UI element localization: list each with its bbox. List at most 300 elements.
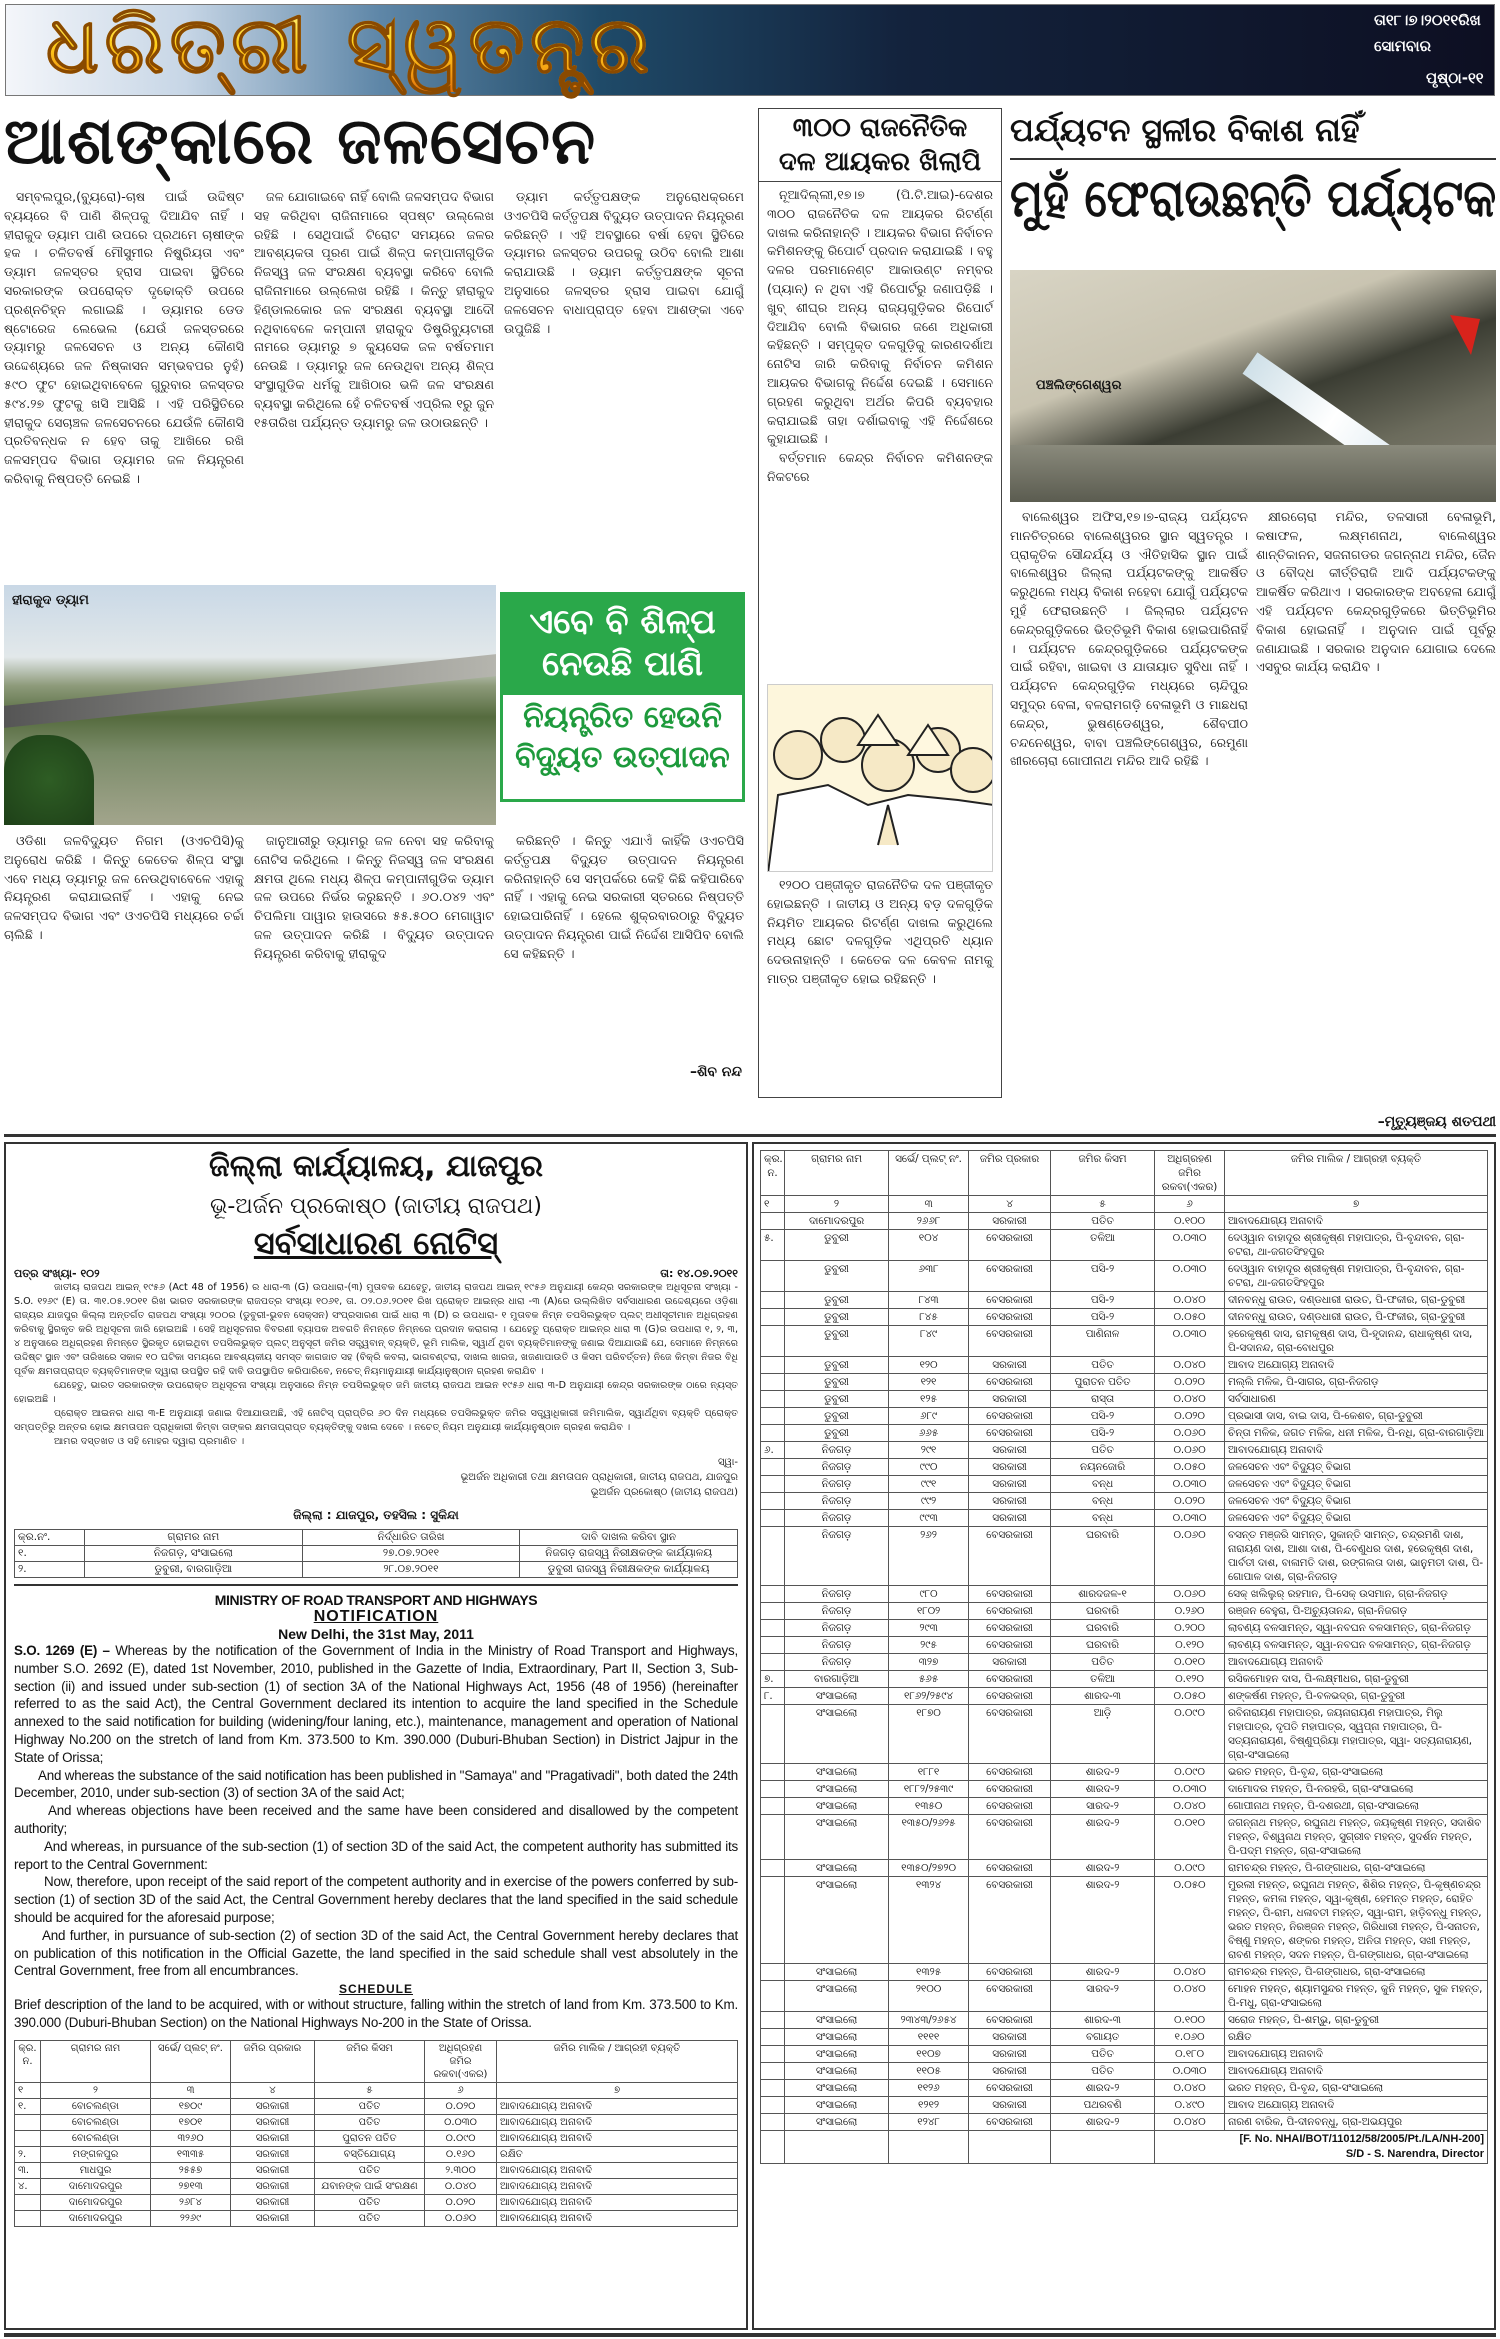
table-cell: ୭. (761, 1671, 785, 1688)
table-cell: ଦାମୋଦରପୁର (41, 2178, 151, 2194)
table-cell: ଜଳସେଚନ ଏବଂ ବିଦ୍ୟୁତ୍ ବିଭାଗ (1225, 1476, 1488, 1493)
table-row (761, 1391, 1488, 1408)
column-number: ୧ (761, 1196, 785, 1213)
table-row (761, 1877, 1488, 1964)
land-schedule-box (752, 1142, 1496, 2330)
table-cell: ୧୮୦୨ (889, 1603, 969, 1620)
table-cell: ୨୩୪୩/୨୬୫୪ (889, 2012, 969, 2029)
table-cell: ରସିକମୋହନ ଦାସ, ପି-ଲକ୍ଷ୍ମୀଧର, ଗ୍ରା-ଡୁବୁରୀ (1225, 1671, 1488, 1688)
table-cell: ପସି-୨ (1051, 1261, 1155, 1292)
table-cell: ଡୁବୁରୀ (785, 1425, 889, 1442)
table-cell: ସରକାରୀ (969, 1213, 1051, 1230)
table-cell: ବନ୍ଧ (1051, 1510, 1155, 1527)
table-cell: ନିଜଗଡ଼ (785, 1527, 889, 1586)
table-cell: ବନ୍ଧ (1051, 1476, 1155, 1493)
table-cell: ସଂସାଇଲୋ (785, 1764, 889, 1781)
table-cell: ଶାରଦ-୨ (1051, 1781, 1155, 1798)
table-row (761, 1815, 1488, 1860)
table-cell: ଶାରଦ-୩ (1051, 1688, 1155, 1705)
table-cell (761, 2046, 785, 2063)
bottom-rule (4, 2333, 1496, 2337)
table-cell (761, 1877, 785, 1964)
table-row (761, 1527, 1488, 1586)
table-row (761, 1213, 1488, 1230)
table-cell (761, 1815, 785, 1860)
table-cell: ବେସରକାରୀ (969, 1620, 1051, 1637)
table-cell: ୦.୦୩୦ (1155, 1261, 1225, 1292)
table-cell: ୦.୦୩୦ (1155, 1230, 1225, 1261)
column-number: ୬ (1155, 1196, 1225, 1213)
table-cell: ୦.୦୪୦ (1155, 1798, 1225, 1815)
table-cell: ମୁରଲୀ ମହନ୍ତ, ରଘୁନାଥ ମହନ୍ତ, ଶିଶିର ମହନ୍ତ, ପି-କୃଷ୍ଣଚନ୍ଦ୍ର ମହନ୍ତ, କମଳା ମହନ୍ତ, ସ୍ୱା-କୃଷ୍ଣ, ହେମନ୍ତ ମହନ୍ତ, ରୋହିତ ମହନ୍ତ, ପି-ରାମ, ଧଳାବତୀ ମହନ୍ତ, ସ୍ୱା-ରାମ, ହାଡ଼ିବନ୍ଧୁ ମହନ୍ତ, ଭରତ ମହନ୍ତ, ନିରଞ୍ଜନ ମହନ୍ତ, ଗିରିଧାରୀ ମହନ୍ତ, ପି-ସନାତନ, ବିଷ୍ଣୁ ମହନ୍ତ, ଶଙ୍କର ମହନ୍ତ, ଅନିତା ମହନ୍ତ, ସଖୀ ମହନ୍ତ, ରାବଣ ମହନ୍ତ, ସଦନ ମହନ୍ତ, ପି-ଗଙ୍ଗାଧର, ଗ୍ରା-ସଂସାଇଲୋ (1225, 1877, 1488, 1964)
table-cell: ପତିତ (315, 2098, 425, 2114)
table-cell: ବସ୍ତିଯୋଗ୍ୟ (315, 2146, 425, 2162)
th: କ୍ର.ନଂ. (15, 1530, 85, 1546)
public-notice-box (4, 1142, 748, 2330)
table-cell: ବେସରକାରୀ (969, 1586, 1051, 1603)
table-cell: ଆବାଦଯୋଗ୍ୟ ଅନାବାଦି (497, 2178, 738, 2194)
table-cell (761, 1705, 785, 1764)
table-cell: ୦.୧୮୦ (1155, 2046, 1225, 2063)
table-cell: ବେସରକାରୀ (969, 2114, 1051, 2131)
table-cell: ଆବାଦଯୋଗ୍ୟ ଅନାବାଦି (497, 2210, 738, 2226)
table-cell: ମୋହନ ମହନ୍ତ, ଶ୍ୟାମସୁନ୍ଦର ମହନ୍ତ, କୁନି ମହନ୍ତ, ସୁକ ମହନ୍ତ, ପି-ମଧୁ, ଗ୍ରା-ସଂସାଇଲୋ (1225, 1981, 1488, 2012)
table-row (761, 1637, 1488, 1654)
table-cell: ସରକାରୀ (969, 2097, 1051, 2114)
table-cell: ୧୮୮୨/୨୫୩୯ (889, 1781, 969, 1798)
column-number: ୩ (151, 2082, 231, 2098)
column-number: ୪ (231, 2082, 315, 2098)
table-cell: ୩୨୬୦ (151, 2130, 231, 2146)
column-number: ୭ (497, 2082, 738, 2098)
table-cell: ହରେକୃଷ୍ଣ ଦାସ, ରାମକୃଷ୍ଣ ଦାସ, ପି-ହୃଦାନନ୍ଦ, ରାଧାକୃଷ୍ଣ ଦାସ, ପି-ସଦାନନ୍ଦ, ଗ୍ରା-ବୋଧପୁର (1225, 1326, 1488, 1357)
story1-lower-col2: ଜାନୁଆରୀରୁ ଡ୍ୟାମରୁ ଜଳ ନେବା ସହ କରିବାକୁ ନୋଟିସ କରିଥିଲେ । କିନ୍ତୁ ନିଜସ୍ୱ ଜଳ ସଂରକ୍ଷଣ କ୍ଷମତା ଥିଲେ ମଧ୍ୟ ଶିଳ୍ପ କମ୍ପାନୀଗୁଡିକ ଡ୍ୟାମ ଜଳ ଉପରେ ନିର୍ଭର କରୁଛନ୍ତି । ୬୦.୦୪୨ ଏବଂ ଚିପଲିମା ପାୱାର ହାଉସରେ ୫୫.୫୦୦ ମେଗାୱାଟ ଜଳ ଉତ୍ପାଦନ କରିଛି । ବିଦ୍ୟୁତ ଉତ୍ପାଦନ ନିୟନ୍ତ୍ରଣ କରିବାକୁ ହୀରାକୁଦ (254, 833, 494, 961)
table-cell: ଶଙ୍କର୍ଷଣ ମହନ୍ତ, ପି-ବଳଭଦ୍ର, ଗ୍ରା-ଡୁବୁରୀ (1225, 1688, 1488, 1705)
newspaper-logo: ଧରିତ୍ରୀ ସ୍ୱତନ୍ତ୍ର (46, 1, 656, 91)
table-cell (15, 2194, 41, 2210)
table-cell: ୦.୦୨୦ (1155, 1408, 1225, 1425)
table-cell: ବନ୍ଧ (1051, 1493, 1155, 1510)
table-cell: ଆବାଦଯୋଗ୍ୟ ଅନାବାଦି (1225, 1442, 1488, 1459)
table-cell: ୩୨୭ (889, 1654, 969, 1671)
director-signature: S/D - S. Narendra, Director (1345, 2148, 1484, 2160)
table-cell (761, 1781, 785, 1798)
table-cell: ୩. (15, 2162, 41, 2178)
table-cell (761, 1292, 785, 1309)
column-header: ସର୍ଭେ/ ପ୍ଲଟ୍ ନଂ. (151, 2040, 231, 2082)
table-cell (761, 2029, 785, 2046)
table-cell: ବେସରକାରୀ (969, 1764, 1051, 1781)
story1-byline: –ଶିବ ନନ୍ଦ (689, 1064, 742, 1080)
table-row (761, 1374, 1488, 1391)
photo-caption: ପଞ୍ଚଲିଙ୍ଗେଶ୍ୱର (1036, 378, 1122, 393)
table-cell: ୧୧୨୬ (889, 2080, 969, 2097)
table-cell: ୨୭୧୩ (151, 2178, 231, 2194)
table-cell: ବେସରକାରୀ (969, 1637, 1051, 1654)
table-cell: ୧୧୧୧ (889, 2029, 969, 2046)
table-cell: ଦୀନବନ୍ଧୁ ରାଉତ, ଦଣ୍ଡଧାରୀ ରାଉତ, ପି-ଫକୀର, ଗ୍ରା-ଡୁବୁରୀ (1225, 1309, 1488, 1326)
table-cell: ନିଜଗଡ଼ (785, 1493, 889, 1510)
table-cell: ଘରବାରି (1051, 1637, 1155, 1654)
table-cell: ବେସରକାରୀ (969, 1705, 1051, 1764)
table-cell: ବେସରକାରୀ (969, 1798, 1051, 1815)
table-cell: ବେସରକାରୀ (969, 2012, 1051, 2029)
table-cell: ସଂସାଇଲୋ (785, 2080, 889, 2097)
table-cell: ୧୨୧୨ (889, 2097, 969, 2114)
table-cell: ରକ୍ଷିତ (497, 2146, 738, 2162)
table-cell: ନିଜଗଡ଼ (785, 1603, 889, 1620)
table-cell: ପୁରାତନ ପତିତ (1051, 1374, 1155, 1391)
table-row: ୧. ନିଜଗଡ଼, ସଂସାଇଲୋ ୨୭.୦୭.୨୦୧୧ ନିଜଗଡ଼ ରାଜସ୍ୱ ନିରୀକ୍ଷକଙ୍କ କାର୍ଯ୍ୟାଳୟ (15, 1546, 738, 1562)
table-cell: ତଳିଆ (1051, 1671, 1155, 1688)
table-cell: ବେସରକାରୀ (969, 1603, 1051, 1620)
table-cell: ଶାରଦ-୨ (1051, 1815, 1155, 1860)
table-cell: ଯବାନଙ୍କ ପାଇଁ ସଂରକ୍ଷଣ (315, 2178, 425, 2194)
table-cell: ୧୨୫ (889, 1391, 969, 1408)
table-cell: ପତିତ (315, 2210, 425, 2226)
table-row (761, 2063, 1488, 2080)
th: ନିର୍ଦ୍ଧାରିତ ତାରିଖ (302, 1530, 520, 1546)
table-cell: ୦.୧୨୦ (1155, 1637, 1225, 1654)
story1-headline: ଆଶଙ୍କାରେ ଜଳସେଚନ (4, 105, 597, 179)
story1-col2: ଜଳ ଯୋଗାଇବେ ନାହିଁ ବୋଲି ଜଳସମ୍ପଦ ବିଭାଗ ସହ କରିଥିବା ରାଜିନାମାରେ ସ୍ପଷ୍ଟ ଉଲ୍ଲେଖ ରହିଛି । ସେଥିପାଇଁ ଟିରୋଟ ସମୟରେ ଜଳର ଆବଶ୍ୟକତା ପୂରଣ ପାଇଁ ଶିଳ୍ପ କମ୍ପାନୀଗୁଡିକ ନିଜସ୍ୱ ଜଳ ସଂରକ୍ଷଣ ବ୍ୟବସ୍ଥା କରିବେ ବୋଲି ରାଜିନାମାରେ ଉଲ୍ଲେଖ ରହିଛି । କିନ୍ତୁ ହୀରାକୁଦ ହିଣ୍ଡାଲକୋର ଜଳ ସଂରକ୍ଷଣ ବ୍ୟବସ୍ଥା ଆଦୌ ନଥିବାବେଳେ କମ୍ପାନୀ ହୀରାକୁଦ ଡିଷ୍ଟ୍ରିବ୍ୟୁଟାରୀ ନାମରେ ଡ୍ୟାମରୁ ୭ କ୍ୟୁସେକ ଜଳ ବର୍ଷତମାମ ନେଉଛି । ଡ୍ୟାମରୁ ଜଳ ନେଉଥିବା ଅନ୍ୟ ଶିଳ୍ପ ସଂସ୍ଥାଗୁଡିକ ଧର୍ମକୁ ଆଖିଠାର ଭଳି ଜଳ ସଂରକ୍ଷଣ ବ୍ୟବସ୍ଥା କରିଥିଲେ ହେଁ ଚଳିତବର୍ଷ ଏପ୍ରିଲ ୧ରୁ ଜୁନ ୧୫ତାରିଖ ପର୍ଯ୍ୟନ୍ତ ଡ୍ୟାମରୁ ଜଳ ଉଠାଉଛନ୍ତି । (254, 189, 494, 430)
table-cell (761, 1620, 785, 1637)
story2-box (758, 108, 1002, 1098)
table-cell: ୦.୦୪୦ (1155, 1357, 1225, 1374)
table-cell: ୧୧୦୫ (889, 2063, 969, 2080)
table-cell: ୨୬୨ (889, 1527, 969, 1586)
table-cell (761, 1860, 785, 1877)
green-highlight-box (500, 592, 745, 802)
table-cell: ୦.୦୬୦ (1155, 1586, 1225, 1603)
table-cell: ଆଡ଼ି (1051, 1705, 1155, 1764)
table-cell: ୦.୦୪୦ (1155, 2114, 1225, 2131)
table-cell: ସାରଦ-୨ (1051, 1981, 1155, 2012)
column-header: ଜମିର ପ୍ରକାର (969, 1151, 1051, 1196)
table-row (761, 1326, 1488, 1357)
table-row (761, 2080, 1488, 2097)
table-cell: ଭରତ ମହନ୍ତ, ପି-ବୃନ୍ଦ, ଗ୍ରା-ସଂସାଇଲୋ (1225, 1764, 1488, 1781)
table-cell: ୯୯୩ (889, 1510, 969, 1527)
table-cell (761, 1213, 785, 1230)
table-cell: ସରକାରୀ (969, 2029, 1051, 2046)
table-cell: ସଂସାଇଲୋ (785, 1798, 889, 1815)
table-cell: ୧୩୫୦/୨୬୨୫ (889, 1815, 969, 1860)
photo-caption: ହୀରାକୁଦ ଡ୍ୟାମ (12, 593, 89, 608)
table-cell: ୧୩୩୫ (151, 2146, 231, 2162)
table-cell (761, 2063, 785, 2080)
table-cell: ଲାବଣ୍ୟ ବଳସାମନ୍ତ, ସ୍ୱା-ନବଘନ ବଳସାମନ୍ତ, ଗ୍ରା-ନିଜଗଡ଼ (1225, 1637, 1488, 1654)
table-cell (761, 2012, 785, 2029)
table-cell: ୦.୦୪୦ (1155, 1391, 1225, 1408)
table-cell: ଆବାଦଯୋଗ୍ୟ ଅନାବାଦି (1225, 2046, 1488, 2063)
table-row (761, 1603, 1488, 1620)
issue-date: ତା୧୮।୭।୨୦୧୧ରିଖ (1374, 11, 1481, 29)
table-cell: ସର୍ବସାଧାରଣ (1225, 1391, 1488, 1408)
table-cell: ବେସରକାରୀ (969, 1877, 1051, 1964)
column-number: ୪ (969, 1196, 1051, 1213)
table-cell (761, 1527, 785, 1586)
column-header: ଗ୍ରାମର ନାମ (41, 2040, 151, 2082)
table-cell: ସରକାରୀ (969, 2046, 1051, 2063)
table-cell: ସରକାରୀ (231, 2178, 315, 2194)
table-row (761, 2046, 1488, 2063)
table-cell: ୧. (15, 2098, 41, 2114)
table-cell: ବେସରକାରୀ (969, 1688, 1051, 1705)
table-cell: ବେସରକାରୀ (969, 1815, 1051, 1860)
notice-office: ଜିଲ୍ଲା କାର୍ଯ୍ୟାଳୟ, ଯାଜପୁର (209, 1149, 543, 1184)
story1-col3: ଡ୍ୟାମ କର୍ତ୍ତୃପକ୍ଷଙ୍କ ଅନୁରୋଧକ୍ରମେ ଓଏଚପିସି କର୍ତ୍ତୃପକ୍ଷ ବିଦ୍ୟୁତ ଉତ୍ପାଦନ ନିୟନ୍ତ୍ରଣ କରିଛନ୍ତି । ଏହି ଅବସ୍ଥାରେ ବର୍ଷା ହେବା ସ୍ଥିତିରେ ଡ୍ୟାମର ଜଳସ୍ତର ଉପରକୁ ଉଠିବ ବୋଲି ଆଶା କରାଯାଉଛି । ଡ୍ୟାମ କର୍ତ୍ତୃପକ୍ଷଙ୍କ ସୂଚନା ଅନୁସାରେ ଜଳସ୍ତର ହ୍ରାସ ପାଇବା ଯୋଗୁଁ ଜଳସେଚନ ବାଧାପ୍ରାପ୍ତ ହେବା ଆଶଙ୍କା ଏବେ ଉପୁଜିଛି । (504, 189, 744, 336)
table-row (761, 1781, 1488, 1798)
table-cell: ଘରବାରି (1051, 1620, 1155, 1637)
table-cell: ୦.୦୧୦ (1155, 1815, 1225, 1860)
table-cell: ସରକାରୀ (969, 1391, 1051, 1408)
table-row (761, 1586, 1488, 1603)
table-cell: ପୁରାତନ ପତିତ (315, 2130, 425, 2146)
table-row (761, 1493, 1488, 1510)
table-cell (761, 1798, 785, 1815)
table-cell: ୦.୦୪୦ (1155, 2080, 1225, 2097)
table-cell: ବେସରକାରୀ (969, 1860, 1051, 1877)
column-header: ଅଧିଗ୍ରହଣ ଜମିର ରକବା(ଏକର) (425, 2040, 497, 2082)
table-cell: ବୋଚଲଣ୍ଡା (41, 2098, 151, 2114)
table-cell: ବେସରକାରୀ (969, 1781, 1051, 1798)
table-cell: ଆବାଦଯୋଗ୍ୟ ଅନାବାଦି (497, 2114, 738, 2130)
letter-number: ପତ୍ର ସଂଖ୍ୟା- ୧୦୨ (14, 1267, 100, 1280)
table-cell: ୫. (761, 1230, 785, 1261)
story2-headline-2: ଦଳ ଆୟକର ଖିଲାପି (778, 147, 982, 177)
column-header: ଜମିର କିସମ (315, 2040, 425, 2082)
box-line-4: ବିଦ୍ୟୁତ ଉତ୍ପାଦନ (515, 740, 730, 775)
table-cell: ୦.୦୨୦ (425, 2098, 497, 2114)
table-cell: ସରକାରୀ (231, 2210, 315, 2226)
story3-headline: ମୁହଁ ଫେରାଉଛନ୍ତି ପର୍ଯ୍ୟଟକ (1010, 169, 1497, 229)
table-cell: ଡୁବୁରୀ (785, 1408, 889, 1425)
column-number: ୭ (1225, 1196, 1488, 1213)
table-cell: ପତିତ (315, 2162, 425, 2178)
table-cell: ସାରଦ-୨ (1051, 1798, 1155, 1815)
table-cell: ସରକାରୀ (969, 2063, 1051, 2080)
table-cell: ଡୁବୁରୀ (785, 1357, 889, 1374)
hearing-schedule-table (14, 1529, 738, 1578)
table-cell: ୮୪୫ (889, 1309, 969, 1326)
table-row (15, 2162, 738, 2178)
table-cell: ଡୁବୁରୀ (785, 1391, 889, 1408)
table-cell: ୧୨୧ (889, 1374, 969, 1391)
column-header: କ୍ର. ନ. (15, 2040, 41, 2082)
table-cell: ଚିନ୍ତା ମଳିକ, ଜଗତ ମଳିକ, ଧନୀ ମଳିକ, ପି-ନଧି, ଗ୍ରା-ବାରଗାଡ଼ିଆ (1225, 1425, 1488, 1442)
table-cell (761, 1654, 785, 1671)
table-cell (15, 2114, 41, 2130)
table-cell: ବୋଚଲଣ୍ଡା (41, 2130, 151, 2146)
table-cell: ୦.୧୦୦ (1155, 1213, 1225, 1230)
table-cell: ଦାମୋଦରପୁର (41, 2210, 151, 2226)
table-cell: ଡୁବୁରୀ (785, 1261, 889, 1292)
table-cell: ଡୁବୁରୀ (785, 1374, 889, 1391)
table-cell (761, 2080, 785, 2097)
table-cell: ୨୯୩ (889, 1620, 969, 1637)
table-cell: ଶାରଦ-୩ (1051, 2012, 1155, 2029)
table-cell: ମାଧପୁର (41, 2162, 151, 2178)
column-header: ଜମିର ମାଲିକ / ଆଗ୍ରହୀ ବ୍ୟକ୍ତି (1225, 1151, 1488, 1196)
table-row (761, 1459, 1488, 1476)
table-cell (761, 1586, 785, 1603)
table-cell (761, 1981, 785, 2012)
table-cell: ସରକାରୀ (231, 2162, 315, 2178)
table-row (761, 1476, 1488, 1493)
table-cell: ୮୪୯ (889, 1326, 969, 1357)
th: ଦାବି ଦାଖଲ କରିବା ସ୍ଥାନ (520, 1530, 738, 1546)
table-cell: ୧୩୫୦/୨୭୨୦ (889, 1860, 969, 1877)
table-cell (15, 2210, 41, 2226)
table-cell: ସରକାରୀ (231, 2194, 315, 2210)
table-cell: ୪. (15, 2178, 41, 2194)
table-cell: ରାସ୍ତା (1051, 1391, 1155, 1408)
table-row (15, 2098, 738, 2114)
table-cell: ସଂସାଇଲୋ (785, 1860, 889, 1877)
table-cell: ଆବାଦ ଅଯୋଗ୍ୟ ଅନାବାଦି (1225, 2097, 1488, 2114)
table-cell: ଆବାଦଯୋଗ୍ୟ ଅନାବାଦି (497, 2130, 738, 2146)
table-cell: ଶାରଦ-୨ (1051, 1964, 1155, 1981)
notice-body: ଜାତୀୟ ରାଜପଥ ଆଇନ୍ ୧୯୫୬ (Act 48 of 1956) ର ଧାରା-୩ (G) ଉପଧାରା-(୩) ମୁତାବକ ଯେହେତୁ, ଜାତୀୟ ରାଜପଥ ଆଇନ୍ ୧୯୫୬ ଅନୁଯାୟୀ କେନ୍ଦ୍ର ସରକାରଙ୍କ ଅଧିସୂଚନା ସଂଖ୍ୟା - S.O. ୧୨୬୯ (E) ତା. ୩୧.୦୫.୨୦୧୧ ରିଖ ଭାରତ ସରକାରଙ୍କ ରାଜପତ୍ର ସଂଖ୍ୟା ୧୦୬୧, ତା. ୦୨.୦୬.୨୦୧୧ ରିଖ ପ୍ରୋକ୍ତ ଆଇନ୍‌ର ଧାରା -୩ (A)ରେ ଉଲ୍ଲିଖିତ ସର୍ବସାଧାରଣ ଉଦ୍ଦେଶ୍ୟରେ ଓଡ଼ିଶା ରାଜ୍ୟର ଯାଜପୁର କିଲ୍ଲା ଅନ୍ତର୍ଗତ ରାଜପଥ ସଂଖ୍ୟା ୨୦୦ର (ଡୁବୁରୀ-ଭୁବନ ସେକ୍‌ସନ) ସଂପ୍ରସାରଣ ପାଇଁ ଧାରା ୩ (D) ର ଉପଧାରା- ୧ ମୁତାବକ ନିମ୍ନ ତପସିଲଭୁକ୍ତ ପ୍ଲଟ୍ ଅଧୀସୂଚୀମାନ ଅଧିଗ୍ରହଣ କରିବାକୁ ସ୍ଥିରକୃତ କରି ଅଧିସୂଚନା ଜାରି ହୋଇଅଛି । ସେହି ଅଧିସୂଚନାର ବିବରଣୀ ବ୍ୟାପକ ଅବଗତି ନିମନ୍ତେ ନିମ୍ନରେ ପ୍ରଦାନ କରାଗଲା । ଯେହେତୁ ପ୍ରୋକ୍ତ ଆଇନ୍‌ର ଧାରା ୩ (G)ର ଉପଧାରା ୧, ୨, ୩, ୪ ଅନୁସାରେ ଅଧିଗ୍ରହଣ ନିମନ୍ତେ ସ୍ଥିରକୃତ ହୋଇଥିବା ତପସିଲଭୁକ୍ତ ପ୍ଲଟ୍ ଅନୁସୂଚୀ ଜମିର ସତ୍ତ୍ୱବାନ୍ ବ୍ୟକ୍ତି, ଭୂମି ମାଲିକ, ସ୍ୱାର୍ଥ ଥିବା ବ୍ୟକ୍ତିମାନଙ୍କୁ ଜଣାଇ ଦିଆଯାଉଛି ଯେ, ସେମାନେ ନିମ୍ନରେ ଉଦ୍ଦିଷ୍ଟ ସ୍ଥାନ ଏବଂ ତାରିଖରେ ସକାଳ ୧୦ ଘଟିକା ସମୟରେ ଆବଶ୍ୟକୀୟ ସମସ୍ତ କାଗଜାତ ସହ (ବିକ୍ରି କବଲା, ଭାଗବଣ୍ଟରା, ଦାଖଲ ଖାରଜ, ଖଜଣାପାଉତି ଓ କିସମ ପରିବର୍ତ୍ତନ) ନିଜେ କିମ୍ବା ନିଜର ବିଧି ପୂର୍ବକ କ୍ଷମତାପ୍ରାପ୍ତ ବ୍ୟକ୍ତିମାନଙ୍କ ଦ୍ୱାରା ଉପସ୍ଥିତ ରହି ଦାବି ଉପସ୍ଥାପିତ କରିପାରିବେ, ନଚେତ୍ ନିୟମାନୁଯାୟୀ କାର୍ଯ୍ୟାନୁଷ୍ଠାନ ଗ୍ରହଣ କରାଯିବ । ଯେହେତୁ, ଭାରତ ସରକାରଙ୍କ ଉପରୋକ୍ତ ଅଧିସୂଚନା ସଂଖ୍ୟା ଅନୁସାରେ ନିମ୍ନ ତପସିଲଭୁକ୍ତ ଜମି ଜାତୀୟ ରାଜପଥ ଆଇନ ୧୯୫୬ ଧାରା ୩-D ଅନୁଯାୟୀ କେନ୍ଦ୍ର ସରକାରଙ୍କ ଠାରେ ନ୍ୟସ୍ତ ହୋଇଅଛି । ପ୍ରୋକ୍ତ ଆଇନର ଧାରା ୩-E ଅନୁଯାୟୀ ଜଣାଇ ଦିଆଯାଉଅଛି, ଏହି ନୋଟିସ୍ ପ୍ରାପ୍ତିର ୬୦ ଦିନ ମଧ୍ୟରେ ତପସିଲଭୁକ୍ତ ଜମିର ସତ୍ତ୍ୱାଧିକାରୀ ଜମିମାଲିକ, ସ୍ୱାର୍ଥଥିବା ବ୍ୟକ୍ତି ପ୍ରୋକ୍ତ ସମ୍ପତ୍ତିରୁ ଅନ୍ତର ହୋଇ କ୍ଷମତାପନ ପ୍ରାଧିକାରୀ କିମ୍ବା ତାଙ୍କର କ୍ଷମତାପ୍ରାପ୍ତ ବ୍ୟକ୍ତିଙ୍କୁ ଦଖଲ ଦେବେ । ନଚେତ୍ ନିୟମ ଅନୁଯାୟୀ କାର୍ଯ୍ୟାନୁଷ୍ଠାନ ଗ୍ରହଣ କରାଯିବ । ଆମର ଦସ୍ତଖତ ଓ ସହି ମୋହର ଦ୍ୱାରା ପ୍ରମାଣିତ । (14, 1282, 738, 1447)
table-cell: ୦.୦୪୦ (1155, 1981, 1225, 2012)
table-cell: ଆବାଦଯୋଗ୍ୟ ଅନାବାଦି (1225, 1654, 1488, 1671)
table-cell: ୦.୦୯୦ (1155, 1705, 1225, 1764)
table-cell: ରଞ୍ଜନ ବେହୁରା, ପି-ଅଚ୍ୟୁତାନନ୍ଦ, ଗ୍ରା-ନିଜଗଡ଼ (1225, 1603, 1488, 1620)
table-cell: ସରକାରୀ (969, 1357, 1051, 1374)
table-row (761, 2029, 1488, 2046)
kicker-rule (1010, 158, 1496, 160)
masthead (5, 1, 1495, 96)
ministry-name: MINISTRY OF ROAD TRANSPORT AND HIGHWAYS (214, 1592, 538, 1608)
story3-byline: –ମୃତ୍ୟୁଞ୍ଜୟ ଶତପଥୀ (1377, 1114, 1496, 1130)
table-cell (761, 1326, 785, 1357)
column-header: ଜମିର ମାଲିକ / ଆଗ୍ରହୀ ବ୍ୟକ୍ତି (497, 2040, 738, 2082)
table-cell: ୨.୩୦୦ (425, 2162, 497, 2178)
waterfall-photo (1010, 270, 1496, 502)
table-cell: ରାମଚନ୍ଦ୍ର ମହନ୍ତ, ପି-ଗଙ୍ଗାଧର, ଗ୍ରା-ସଂସାଇଲୋ (1225, 1964, 1488, 1981)
table-cell: ୨. (15, 2146, 41, 2162)
column-number: ୧ (15, 2082, 41, 2098)
table-cell: ୨୬୮୪ (151, 2194, 231, 2210)
table-cell: ୨୫୫୭ (151, 2162, 231, 2178)
table-row (761, 1764, 1488, 1781)
table-row (761, 1798, 1488, 1815)
story2-headline-1: ୩୦୦ ରାଜନୈତିକ (792, 113, 968, 143)
table-cell: ସରକାରୀ (231, 2098, 315, 2114)
table-cell: ୦.୦୩୦ (1155, 2063, 1225, 2080)
table-cell: ଭରତ ମହନ୍ତ, ପି-ବୃନ୍ଦ, ଗ୍ରା-ସଂସାଇଲୋ (1225, 2080, 1488, 2097)
table-row (761, 2114, 1488, 2131)
table-cell: ଲାବଣ୍ୟ ବଳସାମନ୍ତ, ସ୍ୱା-ନବଘନ ବଳସାମନ୍ତ, ଗ୍ରା-ନିଜଗଡ଼ (1225, 1620, 1488, 1637)
table-cell: ୧୨୦ (889, 1357, 969, 1374)
table-row (761, 1620, 1488, 1637)
table-cell: ରକ୍ଷିତ (1225, 2029, 1488, 2046)
column-header: ଅଧିଗ୍ରହଣ ଜମିର ରକବା(ଏକର) (1155, 1151, 1225, 1196)
table-cell: ସରକାରୀ (969, 1442, 1051, 1459)
table-cell: ମଲ୍ଲି ମଳିକ, ପି-ସାଗର, ଗ୍ରା-ନିଜଗଡ଼ (1225, 1374, 1488, 1391)
table-cell: ୧୮୬୨/୨୫୯୪ (889, 1688, 969, 1705)
table-cell: ୦.୦୨୦ (1155, 1374, 1225, 1391)
story1-lower-col1: ଓଡିଶା ଜଳବିଦ୍ୟୁତ ନିଗମ (ଓଏଚପିସି)କୁ ଅନୁରୋଧ କରିଛି । କିନ୍ତୁ କେତେକ ଶିଳ୍ପ ସଂସ୍ଥା ଏବେ ମଧ୍ୟ ଡ୍ୟାମରୁ ଜଳ ନେଉଥିବାବେଳେ ଏହାକୁ ନିୟନ୍ତ୍ରଣ କରାଯାଇନାହିଁ । ଏହାକୁ ନେଇ ଜଳସମ୍ପଦ ବିଭାଗ ଏବଂ ଓଏଚପିସି ମଧ୍ୟରେ ଚର୍ଚ୍ଚା ଚାଲିଛି । (4, 833, 244, 942)
story3-col2: କ୍ଷୀରଚୋରା ମନ୍ଦିର, ତଳସାରୀ ବେଳାଭୂମି, କଷାଫଳ, ଲକ୍ଷ୍ମଣନାଥ, ବାଲେଶ୍ୱର ଶାନ୍ତିକାନନ, ସଜନାଗଡର ଜଗନ୍ନାଥ ମନ୍ଦିର, ଜୈନ ଓ ବୌଦ୍ଧ କୀର୍ତ୍ତିରାଜି ଆଦି ପର୍ଯ୍ୟଟକଙ୍କୁ ଆକର୍ଷିତ କରିଥାଏ । ସରକାରଙ୍କ ଅବହେଳା ଯୋଗୁଁ ଏହି ପର୍ଯ୍ୟଟନ କେନ୍ଦ୍ରଗୁଡ଼ିକରେ ଭିତ୍ତିଭୂମିର ବିକାଶ ହୋଇନାହିଁ । ଅନୁଦାନ ପାଇଁ ପୂର୍ବରୁ ଜଣାଯାଇଛି । ସରକାର ଅନୁଦାନ ଯୋଗାଇ ଦେଲେ ଏସବୁର କାର୍ଯ୍ୟ କରାଯିବ । (1256, 509, 1496, 675)
table-cell: ୮. (761, 1688, 785, 1705)
so-number: S.O. 1269 (E) – (14, 1643, 110, 1658)
table-cell: ବାରଗାଡ଼ିଆ (785, 1671, 889, 1688)
table-row (761, 1230, 1488, 1261)
table-row (761, 1671, 1488, 1688)
table-cell: ସରକାରୀ (969, 1476, 1051, 1493)
table-row (15, 2146, 738, 2162)
issue-day: ସୋମବାର (1374, 37, 1431, 55)
table-cell: ନିଜଗଡ଼ (785, 1637, 889, 1654)
table-cell: ଦାମୋଦରପୁର (785, 1213, 889, 1230)
table-cell: ୦.୦୩୦ (1155, 1510, 1225, 1527)
table-cell: ଡୁବୁରୀ (785, 1230, 889, 1261)
table-cell: ବେସରକାରୀ (969, 1964, 1051, 1981)
table-cell: ଜଗନ୍ନାଥ ମହନ୍ତ, ରଘୁନାଥ ମହନ୍ତ, ଜୟକୃଷ୍ଣ ମହନ୍ତ, ସଦାଶିବ ମହନ୍ତ, ବିଶ୍ୱନାଥ ମହନ୍ତ, ସୁଗ୍ରୀବ ମହନ୍ତ, ସୁଦର୍ଶନ ମହନ୍ତ, ପି-ପଦ୍ମ ମହନ୍ତ, ଗ୍ରା-ସଂସାଇଲୋ (1225, 1815, 1488, 1860)
table-cell: ନିଜଗଡ଼ (785, 1620, 889, 1637)
table-cell: ପସି-୨ (1051, 1408, 1155, 1425)
table-cell (761, 1425, 785, 1442)
table-cell: ୯୯୨ (889, 1493, 969, 1510)
table-cell: ପତିତ (1051, 2046, 1155, 2063)
table-cell: ସରକାରୀ (969, 1654, 1051, 1671)
table-cell: ଜଳସେଚନ ଏବଂ ବିଦ୍ୟୁତ୍ ବିଭାଗ (1225, 1459, 1488, 1476)
table-cell (761, 1964, 785, 1981)
table-cell: ୯୯୧ (889, 1476, 969, 1493)
schedule-description: Brief description of the land to be acquired, with or without structure, falling within the stretch of land from Km. 373.500 to Km. 390.000 (Duburi-Bhuban Section) on the National Highways No-200 in the State of Orissa. (14, 1997, 738, 2030)
table-cell: ୧୮୮୧ (889, 1764, 969, 1781)
table-cell: ଶାରଦ-୨ (1051, 1877, 1155, 1964)
table-cell (761, 1261, 785, 1292)
table-cell: ଡୁବୁରୀ (785, 1292, 889, 1309)
table-cell: ନିଜଗଡ଼ (785, 1476, 889, 1493)
file-reference: [F. No. NHAI/BOT/11012/58/2005/Pt./LA/NH-200] (1239, 2133, 1484, 2145)
story3-kicker: ପର୍ଯ୍ୟଟନ ସ୍ଥଳୀର ବିକାଶ ନାହିଁ (1010, 111, 1360, 149)
table-cell: ବଗାୟତ (1051, 2029, 1155, 2046)
notification-title: NOTIFICATION (313, 1608, 439, 1625)
table-cell: ୧୭୦୧ (151, 2114, 231, 2130)
table-cell: ୬୩୮ (889, 1261, 969, 1292)
column-header: ସର୍ଭେ/ ପ୍ଲଟ୍ ନଂ. (889, 1151, 969, 1196)
table-cell: ସରକାରୀ (969, 1459, 1051, 1476)
column-number: ୨ (41, 2082, 151, 2098)
table-cell: ଜଳସେଚନ ଏବଂ ବିଦ୍ୟୁତ୍ ବିଭାଗ (1225, 1493, 1488, 1510)
table-cell: ନାରଣ ବାରିକ, ପି-ଦୀନବନ୍ଧୁ, ଗ୍ରା-ଅଭୟପୁର (1225, 2114, 1488, 2131)
table-cell: ଆବାଦଯୋଗ୍ୟ ଅନାବାଦି (497, 2194, 738, 2210)
table-cell: ଆବାଦଯୋଗ୍ୟ ଅନାବାଦି (497, 2162, 738, 2178)
cartoon-illustration (768, 685, 993, 872)
notification-dateline: New Delhi, the 31st May, 2011 (278, 1626, 474, 1642)
table-cell: ଦେଓ୍ୱାନ ବାହାଦୂର ଶ୍ରୀକୃଷ୍ଣ ମହାପାତ୍ର, ପି-ବୃନ୍ଦାବନ, ଗ୍ରା-ଚଟରା, ଥା-ଜଗତସିଂହପୁର (1225, 1261, 1488, 1292)
table-cell: ବସନ୍ତ ମଞ୍ଜରି ସାମନ୍ତ, ସୁକାନ୍ତି ସାମନ୍ତ, ଚନ୍ଦ୍ରମଣି ଦାଶ, ନାରାୟଣ ଦାଶ, ଆଶା ଦାଶ, ପି-ବେଣୁଧର ଦାଶ, ହରେକୃଷ୍ଣ ଦାଶ, ପାର୍ବତୀ ଦାଶ, ବାଳାମତି ଦାଶ, ରଙ୍ଗଲତା ଦାଶ, ଭାନୁମତୀ ଦାଶ, ପି-ଗୋପାଳ ଦାଶ, ଗ୍ରା-ନିଜଗଡ଼ (1225, 1527, 1488, 1586)
table-cell: ୯୯୦ (889, 1459, 969, 1476)
table-cell: ୬. (761, 1442, 785, 1459)
table-cell: ୦.୦୫୦ (1155, 1309, 1225, 1326)
table-cell (761, 1459, 785, 1476)
table-row (15, 2210, 738, 2226)
table-cell: ୦.୦୩୦ (1155, 1326, 1225, 1357)
table-cell: ଦେଓ୍ୱାନ ବାହାଦୂର ଶ୍ରୀକୃଷ୍ଣ ମହାପାତ୍ର, ପି-ବୃନ୍ଦାବନ, ଗ୍ରା-ଚଟରା, ଥା-ଜଗତସିଂହପୁର (1225, 1230, 1488, 1261)
table-row: ୨. ଡୁବୁରୀ, ବାରଗାଡ଼ିଆ ୨୮.୦୭.୨୦୧୧ ଡୁବୁରୀ ରାଜସ୍ୱ ନିରୀକ୍ଷକଙ୍କ କାର୍ଯ୍ୟାଳୟ (15, 1562, 738, 1578)
land-schedule-table-right (760, 1150, 1488, 2164)
table-row (15, 2178, 738, 2194)
table-cell: ମଙ୍ଗଳପୁର (41, 2146, 151, 2162)
table-cell: ୨୨୬୯ (151, 2210, 231, 2226)
table-cell: ୧୮୭୦ (889, 1705, 969, 1764)
table-cell: ୧୨୪୮ (889, 2114, 969, 2131)
